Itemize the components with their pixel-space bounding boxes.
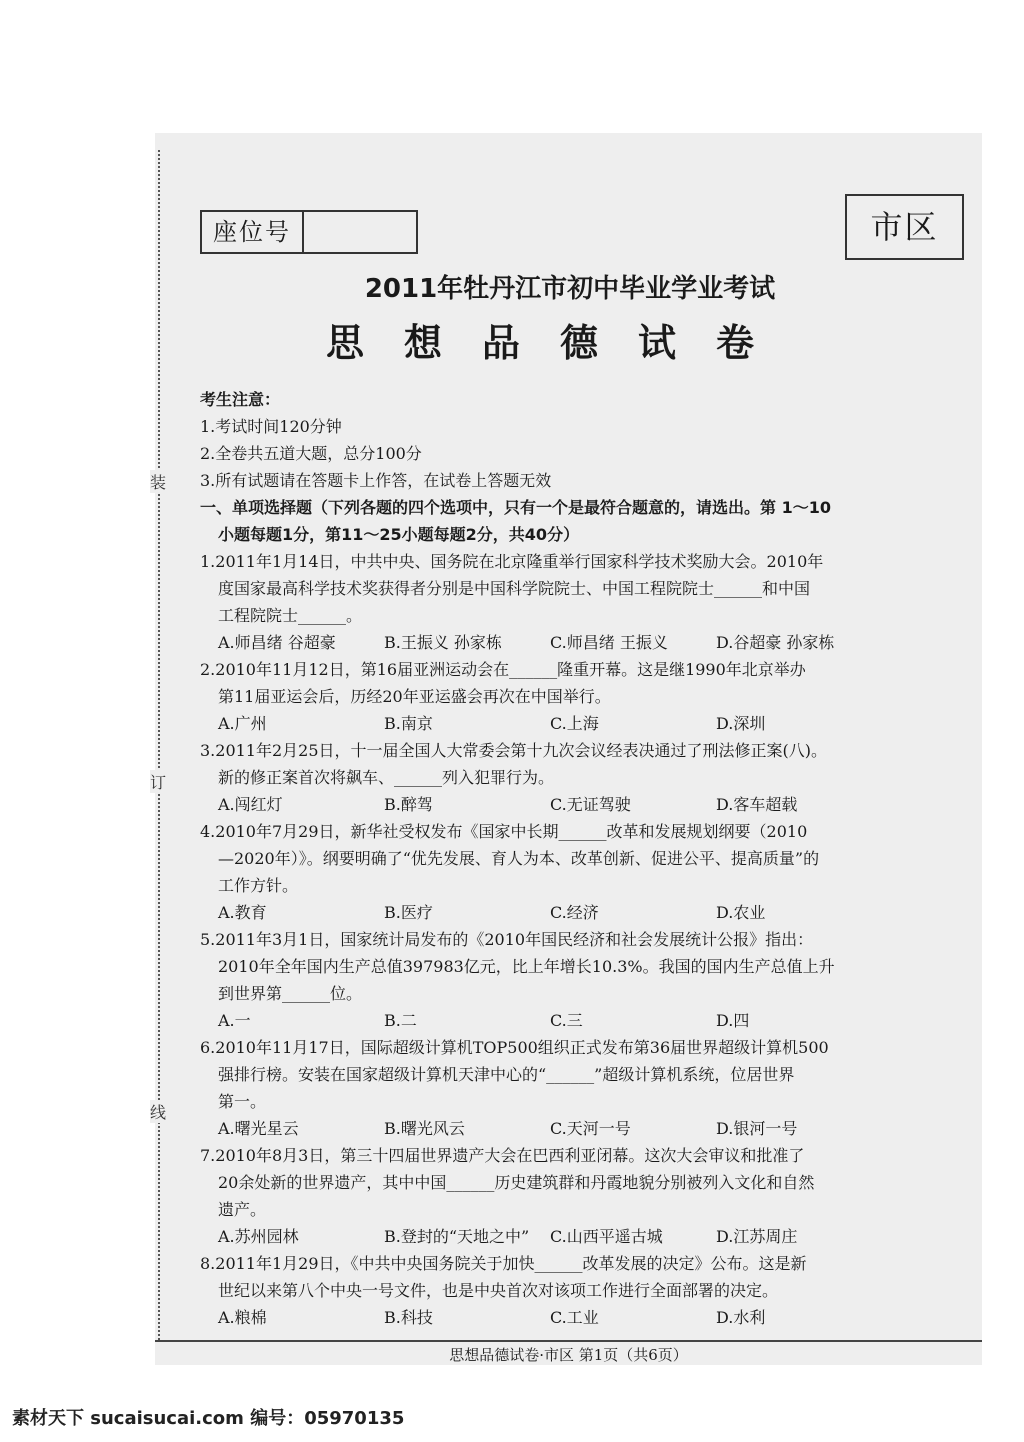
option-d: D.农业 xyxy=(716,903,766,922)
option-a: A.广州 xyxy=(218,714,267,733)
options-row xyxy=(200,899,920,926)
exam-content xyxy=(200,386,920,1331)
option-c: C.三 xyxy=(550,1011,583,1030)
option-b: B.登封的“天地之中” xyxy=(384,1227,530,1246)
option-a: A.教育 xyxy=(218,903,267,922)
binding-mark: 线 xyxy=(150,1100,166,1123)
option-c: C.经济 xyxy=(550,903,599,922)
options-row xyxy=(200,1223,920,1250)
option-a: A.师昌绪 谷超豪 xyxy=(218,633,336,652)
question-text: 1.2011年1月14日，中共中央、国务院在北京隆重举行国家科学技术奖励大会。2010年 xyxy=(200,552,824,571)
section-heading-cont: 小题每题1分，第11～25小题每题2分，共40分） xyxy=(218,525,580,544)
question-text: 遗产。 xyxy=(218,1200,267,1219)
question-text: 8.2011年1月29日，《中共中央国务院关于加快______改革发展的决定》公布。这是新 xyxy=(200,1254,807,1273)
option-b: B.王振义 孙家栋 xyxy=(384,633,502,652)
option-c: C.山西平遥古城 xyxy=(550,1227,663,1246)
option-b: B.二 xyxy=(384,1011,417,1030)
option-c: C.无证驾驶 xyxy=(550,795,631,814)
question xyxy=(200,1142,920,1250)
option-a: A.曙光星云 xyxy=(218,1119,299,1138)
question-text: 3.2011年2月25日，十一届全国人大常委会第十九次会议经表决通过了刑法修正案(八)。 xyxy=(200,741,828,760)
question-text: 第11届亚运会后，历经20年亚运盛会再次在中国举行。 xyxy=(218,687,611,706)
option-d: D.深圳 xyxy=(716,714,766,733)
option-b: B.南京 xyxy=(384,714,433,733)
options-row xyxy=(200,629,920,656)
option-c: C.工业 xyxy=(550,1308,599,1327)
question-text: 2.2010年11月12日，第16届亚洲运动会在______隆重开幕。这是继1990年北京举办 xyxy=(200,660,806,679)
question-text: 2010年全年国内生产总值397983亿元，比上年增长10.3%。我国的国内生产总值上升 xyxy=(218,957,835,976)
option-b: B.科技 xyxy=(384,1308,433,1327)
option-a: A.苏州园林 xyxy=(218,1227,299,1246)
question-text: 工程院院士______。 xyxy=(218,606,363,625)
question-text: 7.2010年8月3日，第三十四届世界遗产大会在巴西利亚闭幕。这次大会审议和批准了 xyxy=(200,1146,805,1165)
notice-item: 1.考试时间120分钟 xyxy=(200,417,342,436)
options-row xyxy=(200,791,920,818)
option-d: D.客车超载 xyxy=(716,795,798,814)
option-d: D.水利 xyxy=(716,1308,766,1327)
question-text: 世纪以来第八个中央一号文件，也是中央首次对该项工作进行全面部署的决定。 xyxy=(218,1281,779,1300)
option-d: D.江苏周庄 xyxy=(716,1227,798,1246)
option-c: C.师昌绪 王振义 xyxy=(550,633,668,652)
question xyxy=(200,1250,920,1331)
binding-mark: 装 xyxy=(150,470,166,493)
question xyxy=(200,656,920,737)
question xyxy=(200,737,920,818)
question xyxy=(200,818,920,926)
question-text: 4.2010年7月29日，新华社受权发布《国家中长期______改革和发展规划纲要（2010 xyxy=(200,822,808,841)
option-d: D.四 xyxy=(716,1011,750,1030)
seat-number-box xyxy=(200,210,418,254)
exam-title: 2011年牡丹江市初中毕业学业考试 xyxy=(364,274,776,304)
option-a: A.闯红灯 xyxy=(218,795,283,814)
option-b: B.醉驾 xyxy=(384,795,433,814)
question-text: 到世界第______位。 xyxy=(218,984,363,1003)
watermark: 素材天下 sucaisucai.com 编号：05970135 xyxy=(0,1405,1024,1442)
notice-heading: 考生注意： xyxy=(200,390,281,409)
option-c: C.上海 xyxy=(550,714,599,733)
seat-number-label: 座位号 xyxy=(202,212,304,252)
question-text: 度国家最高科学技术奖获得者分别是中国科学院院士、中国工程院院士______和中国 xyxy=(218,579,811,598)
exam-subtitle: 思想品德试卷 xyxy=(325,320,794,365)
option-d: D.谷超豪 孙家栋 xyxy=(716,633,835,652)
options-row xyxy=(200,710,920,737)
option-c: C.天河一号 xyxy=(550,1119,631,1138)
question-text: 新的修正案首次将飙车、______列入犯罪行为。 xyxy=(218,768,555,787)
option-b: B.曙光风云 xyxy=(384,1119,465,1138)
option-d: D.银河一号 xyxy=(716,1119,798,1138)
options-row xyxy=(200,1007,920,1034)
binding-mark: 订 xyxy=(150,770,166,793)
question-text: 5.2011年3月1日，国家统计局发布的《2010年国民经济和社会发展统计公报》指出： xyxy=(200,930,814,949)
section-heading: 一、单项选择题（下列各题的四个选项中，只有一个是最符合题意的，请选出。第 1～10 xyxy=(200,498,831,517)
notice-item: 2.全卷共五道大题，总分100分 xyxy=(200,444,422,463)
question xyxy=(200,548,920,656)
question-text: 6.2010年11月17日，国际超级计算机TOP500组织正式发布第36届世界超级计算机500 xyxy=(200,1038,829,1057)
question-text: —2020年）》。纲要明确了“优先发展、育人为本、改革创新、促进公平、提高质量”的 xyxy=(218,849,820,868)
page-footer: 思想品德试卷·市区 第1页（共6页） xyxy=(155,1340,982,1365)
option-b: B.医疗 xyxy=(384,903,433,922)
question-text: 第一。 xyxy=(218,1092,267,1111)
option-a: A.粮棉 xyxy=(218,1308,267,1327)
question xyxy=(200,1034,920,1142)
question-text: 工作方针。 xyxy=(218,876,299,895)
options-row xyxy=(200,1304,920,1331)
question-text: 20余处新的世界遗产，其中中国______历史建筑群和丹霞地貌分别被列入文化和自然 xyxy=(218,1173,815,1192)
options-row xyxy=(200,1115,920,1142)
option-a: A.一 xyxy=(218,1011,251,1030)
notice-item: 3.所有试题请在答题卡上作答，在试卷上答题无效 xyxy=(200,471,552,490)
question-text: 强排行榜。安装在国家超级计算机天津中心的“______”超级计算机系统，位居世界 xyxy=(218,1065,795,1084)
region-box: 市区 xyxy=(845,194,964,260)
seat-number-field xyxy=(304,212,416,252)
question xyxy=(200,926,920,1034)
